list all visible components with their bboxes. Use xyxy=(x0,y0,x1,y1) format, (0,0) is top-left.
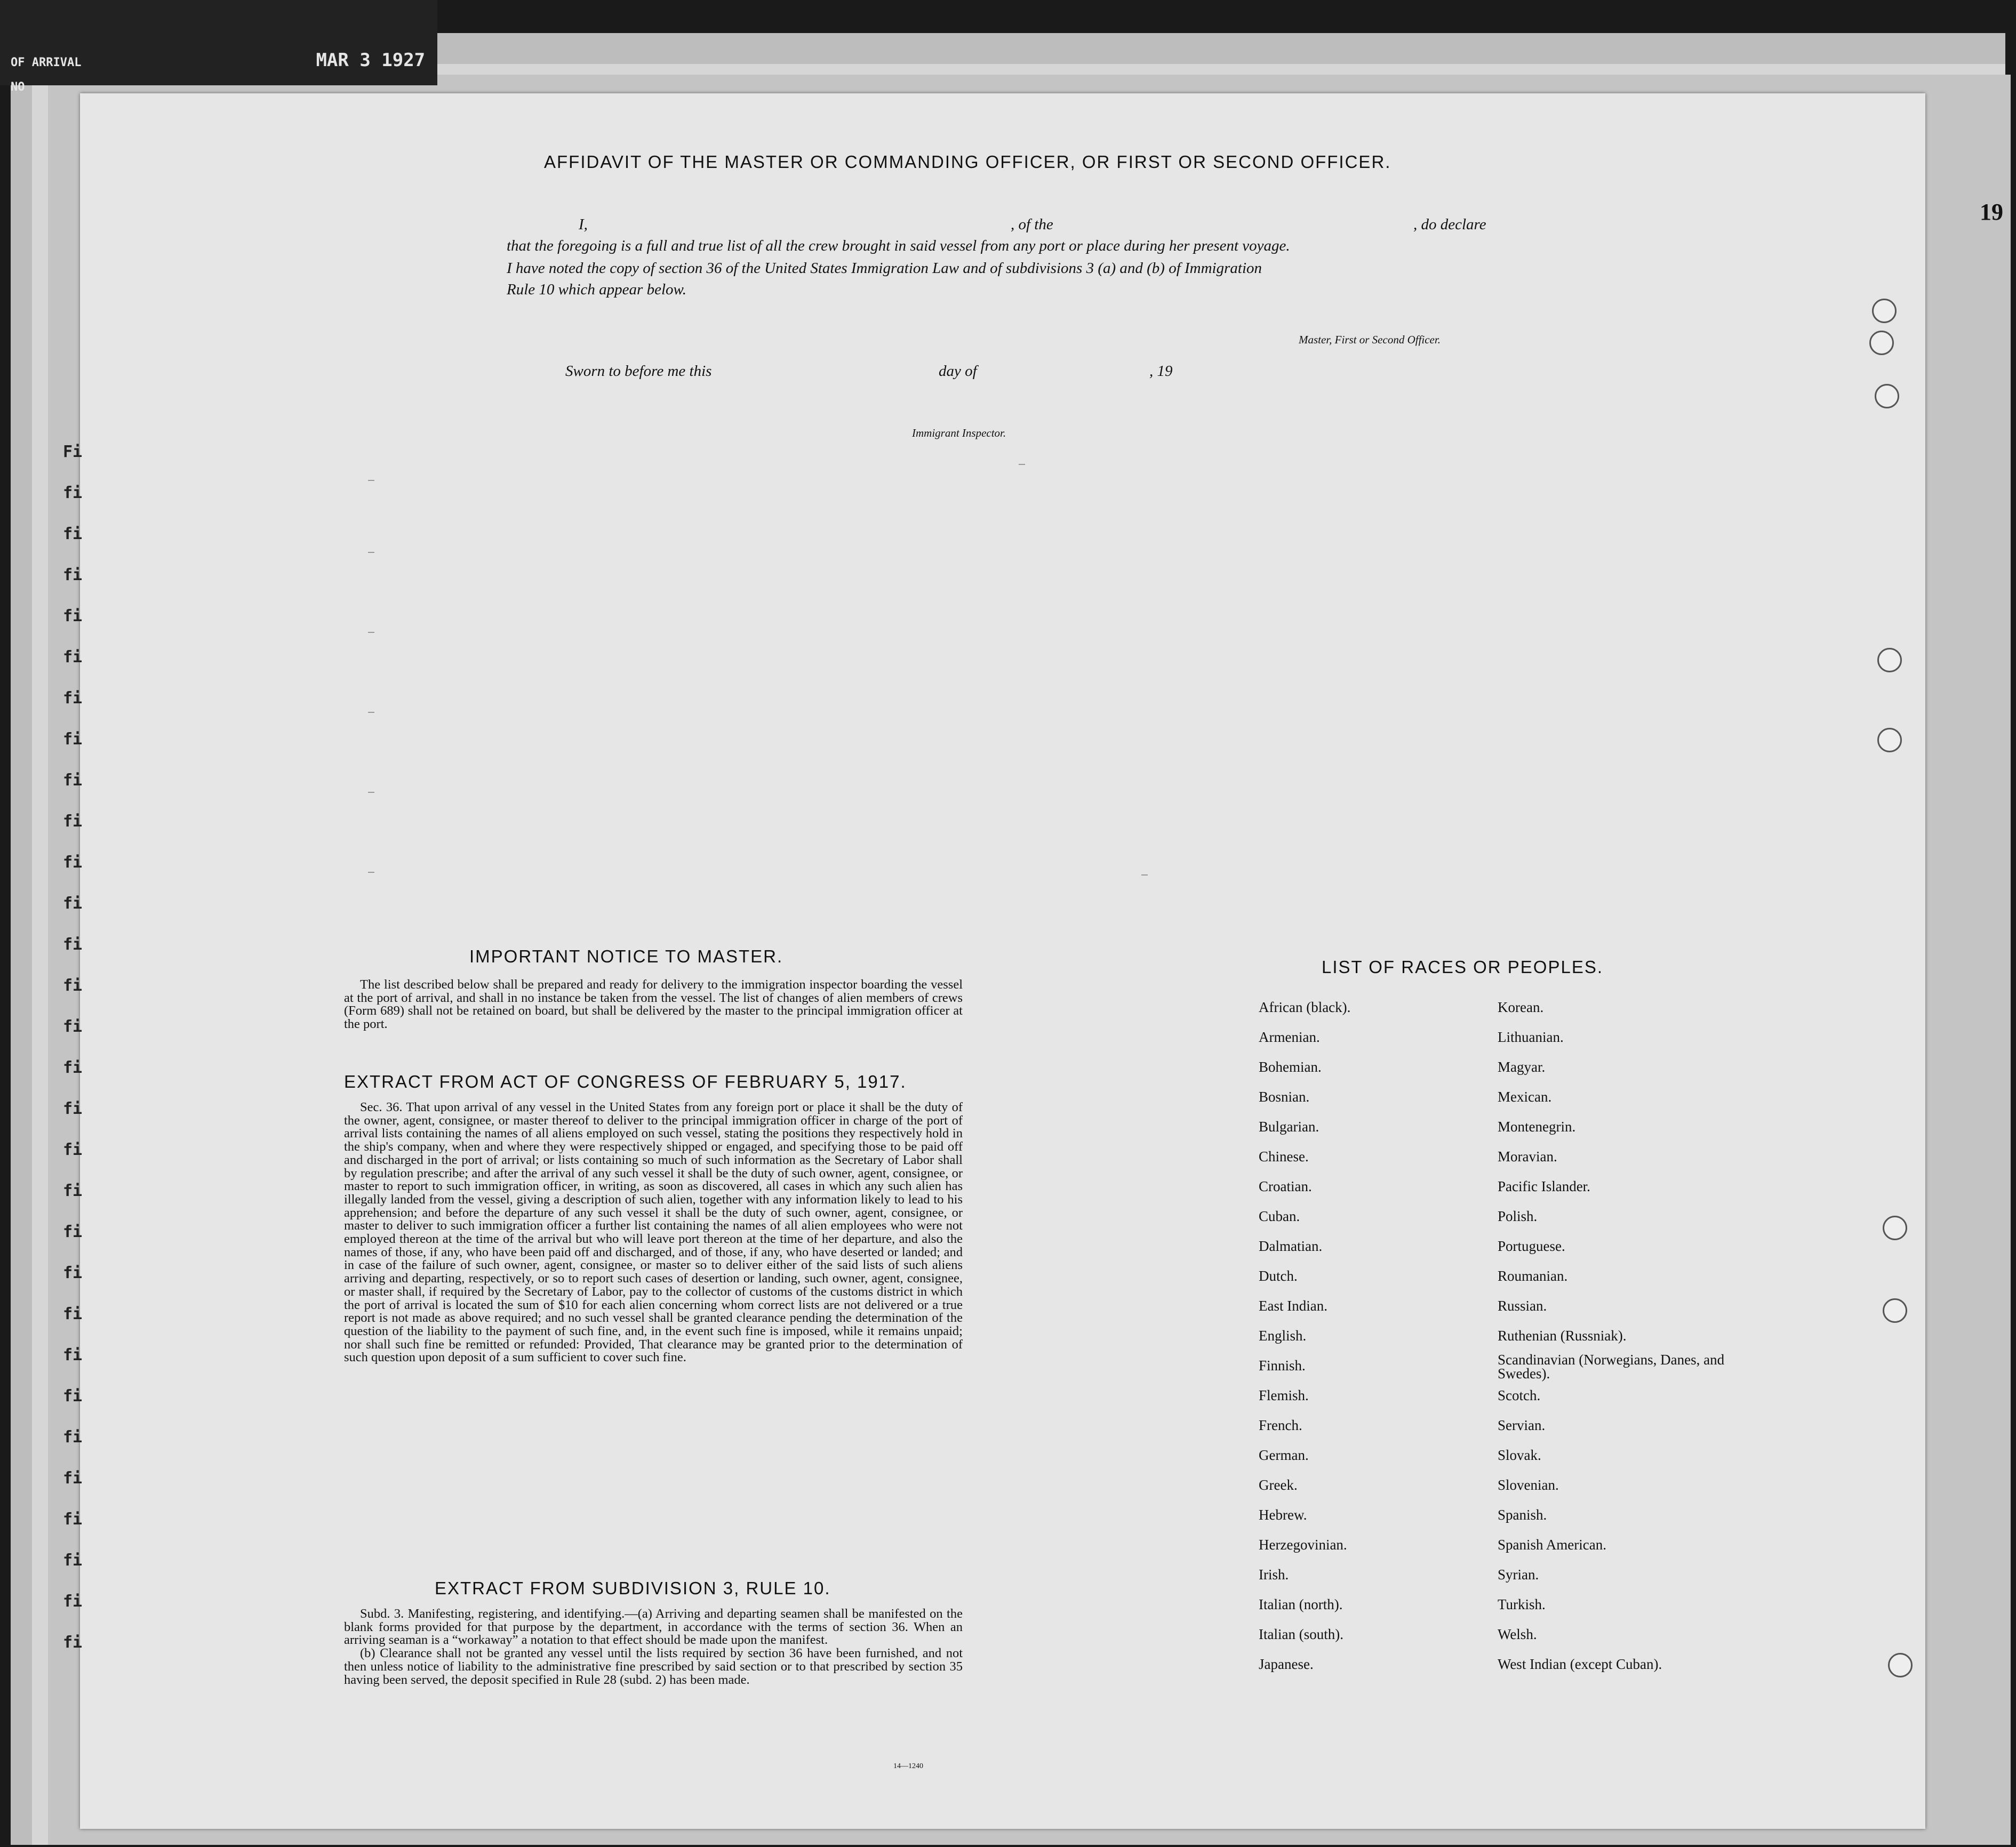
race-item: German. xyxy=(1259,1447,1309,1463)
race-item: Korean. xyxy=(1498,999,1544,1015)
margin-mark: fi xyxy=(63,1428,83,1447)
notice-title: IMPORTANT NOTICE TO MASTER. xyxy=(469,946,783,966)
race-item: Mexican. xyxy=(1498,1089,1552,1105)
margin-mark: Fi xyxy=(63,443,83,461)
rule-extract-title: EXTRACT FROM SUBDIVISION 3, RULE 10. xyxy=(435,1578,831,1598)
margin-mark: fi xyxy=(63,1099,83,1118)
margin-mark: fi xyxy=(63,1264,83,1282)
margin-mark: fi xyxy=(63,1182,83,1200)
margin-mark: fi xyxy=(63,1592,83,1611)
race-item: Slovak. xyxy=(1498,1447,1541,1463)
race-item: African (black). xyxy=(1259,999,1351,1015)
race-item: Irish. xyxy=(1259,1567,1289,1583)
margin-mark: fi xyxy=(63,976,83,995)
page-number: 19 xyxy=(1980,199,2003,225)
race-item: Bohemian. xyxy=(1259,1059,1322,1075)
dash-mark xyxy=(368,480,374,481)
race-item: English. xyxy=(1259,1328,1307,1344)
margin-mark: fi xyxy=(63,1223,83,1241)
race-item: Greek. xyxy=(1259,1477,1298,1493)
race-item: East Indian. xyxy=(1259,1298,1327,1314)
inspector-label: Immigrant Inspector. xyxy=(912,427,1006,439)
stamp-line2: NO xyxy=(11,81,25,94)
race-item: Portuguese. xyxy=(1498,1238,1565,1254)
hole xyxy=(1883,1298,1907,1323)
day-of-label: day of xyxy=(939,363,977,380)
year-label: , 19 xyxy=(1149,363,1173,380)
hole xyxy=(1869,331,1894,355)
race-item: Finnish. xyxy=(1259,1358,1306,1374)
race-item: Russian. xyxy=(1498,1298,1547,1314)
hole xyxy=(1877,648,1902,672)
race-item: Chinese. xyxy=(1259,1149,1309,1165)
race-item: Armenian. xyxy=(1259,1029,1320,1045)
race-item: Hebrew. xyxy=(1259,1507,1307,1523)
margin-mark: fi xyxy=(63,484,83,502)
race-item: West Indian (except Cuban). xyxy=(1498,1656,1662,1672)
race-item: Spanish American. xyxy=(1498,1537,1606,1553)
race-item: Herzegovinian. xyxy=(1259,1537,1347,1553)
race-item: Roumanian. xyxy=(1498,1268,1568,1284)
race-item: Cuban. xyxy=(1259,1208,1300,1224)
rule-extract-text xyxy=(344,1608,963,1687)
dash-mark xyxy=(368,632,374,633)
race-item: Spanish. xyxy=(1498,1507,1547,1523)
dash-mark xyxy=(368,712,374,713)
races-title: LIST OF RACES OR PEOPLES. xyxy=(1322,957,1604,977)
affidavit-line3: I have noted the copy of section 36 of the United States Immigration Law and of subdivisions 3 (a) and (b) of Immigration xyxy=(507,260,1262,277)
dash-mark xyxy=(368,792,374,793)
stamp-line1: OF ARRIVAL xyxy=(11,56,82,69)
dash-mark xyxy=(1019,464,1025,465)
margin-mark: fi xyxy=(63,1633,83,1652)
margin-mark: fi xyxy=(63,1551,83,1570)
margin-mark: fi xyxy=(63,730,83,749)
margin-mark: fi xyxy=(63,689,83,708)
race-item: Syrian. xyxy=(1498,1567,1539,1583)
margin-mark: fi xyxy=(63,525,83,543)
margin-mark: fi xyxy=(63,566,83,584)
margin-mark: fi xyxy=(63,771,83,790)
race-item: Lithuanian. xyxy=(1498,1029,1564,1045)
margin-mark: fi xyxy=(63,1387,83,1406)
margin-mark: fi xyxy=(63,935,83,954)
margin-mark: fi xyxy=(63,853,83,872)
dash-mark xyxy=(1141,874,1148,876)
margin-mark: fi xyxy=(63,607,83,625)
race-item: Scotch. xyxy=(1498,1387,1541,1403)
dash-mark xyxy=(368,872,374,873)
race-item: Moravian. xyxy=(1498,1149,1557,1165)
race-item: Turkish. xyxy=(1498,1596,1546,1612)
race-item: Bulgarian. xyxy=(1259,1119,1319,1135)
hole xyxy=(1877,728,1902,752)
affidavit-line4: Rule 10 which appear below. xyxy=(507,281,686,298)
form-number: 14—1240 xyxy=(893,1762,923,1770)
affidavit-of-the: , of the xyxy=(1011,216,1053,233)
races-left-column xyxy=(1259,1000,1350,1687)
affidavit-i: I, xyxy=(579,216,588,233)
margin-mark: fi xyxy=(63,812,83,831)
race-item: Ruthenian (Russniak). xyxy=(1498,1328,1627,1344)
margin-mark: fi xyxy=(63,1141,83,1159)
notice-paragraph: The list described below shall be prepared and ready for delivery to the immigration inspector boarding the vessel at the port of arrival, and shall in no instance be taken from the vessel. The list of changes of alien members of crews (Form 689) shall not be retained on board, but shall be delivered by the master to the principal immigration officer at the port. xyxy=(344,977,963,1032)
act-paragraph: Sec. 36. That upon arrival of any vessel in the United States from any foreign port or place it shall be the duty of the owner, agent, consignee, or master thereof to deliver to the principal immigration officer in charge of the port of arrival lists containing the names of all aliens employed on such vessel, stating the positions they respectively hold in the ship's company, when and where they were respectively shipped or engaged, and specifying those to be paid off and discharged in the port of arrival; or lists containing so much of such information as the Secretary of Labor shall by regulation prescribe; and after the arrival of any such vessel it shall be the duty of such owner, agent, consignee, or master to report to such immigration officer, in writing, as soon as discovered, all cases in which any such alien has illegally landed from the vessel, giving a description of such alien, together with any information likely to lead to his apprehension; and before the departure of any such vessel it shall be the duty of such owner, agent, consignee, or master to deliver to such immigration officer a further list containing the names of all alien employees who were not employed thereon at the time of the arrival but who will leave port thereon at the time of her departure, and also the names of those, if any, who have been paid off and discharged, and of those, if any, who have deserted or landed; and in case of the failure of such owner, agent, consignee, or master so to deliver either of the said lists of such aliens arriving and departing, respectively, or so to report such cases of desertion or landing, such owner, agent, consignee, or master shall, if required by the Secretary of Labor, pay to the collector of customs of the customs district in which the port of arrival is located the sum of $10 for each alien concerning whom correct lists are not delivered or a true report is not made as above required; and no such vessel shall be granted clearance pending the determination of the question of the liability to the payment of such fine, and, in the event such fine is imposed, while it remains unpaid; nor shall such fine be remitted or refunded: Provided, That clearance may be granted prior to the determination of such question upon deposit of a sum sufficient to cover such fine. xyxy=(344,1100,963,1365)
margin-mark: fi xyxy=(63,1305,83,1323)
affidavit-title: AFFIDAVIT OF THE MASTER OR COMMANDING OFFICER, OR FIRST OR SECOND OFFICER. xyxy=(544,152,1391,172)
margin-mark: fi xyxy=(63,1346,83,1364)
race-item: Italian (north). xyxy=(1259,1596,1343,1612)
race-item: Flemish. xyxy=(1259,1387,1309,1403)
race-item: Polish. xyxy=(1498,1208,1538,1224)
act-extract-title: EXTRACT FROM ACT OF CONGRESS OF FEBRUARY 5, 1917. xyxy=(344,1072,907,1091)
race-item: Magyar. xyxy=(1498,1059,1546,1075)
race-item: Pacific Islander. xyxy=(1498,1178,1590,1194)
act-extract-text xyxy=(344,1101,963,1364)
hole xyxy=(1875,384,1899,408)
stamp-date: MAR 3 1927 xyxy=(316,50,426,71)
affidavit-declare: , do declare xyxy=(1413,216,1486,233)
race-item: Dalmatian. xyxy=(1259,1238,1323,1254)
hole xyxy=(1888,1653,1913,1677)
race-item: Dutch. xyxy=(1259,1268,1298,1284)
hole xyxy=(1872,299,1897,323)
rule-paragraph-a: Subd. 3. Manifesting, registering, and identifying.—(a) Arriving and departing seamen shall be manifested on the blank forms provided for that purpose by the department, in accordance with the terms of section 36. When an arriving seaman is a “workaway” a notation to that effect should be made upon the manifest. xyxy=(344,1607,963,1648)
arrival-stamp xyxy=(11,48,425,100)
margin-mark: fi xyxy=(63,1510,83,1529)
race-item: Montenegrin. xyxy=(1498,1119,1576,1135)
hole xyxy=(1883,1216,1907,1240)
race-item: Croatian. xyxy=(1259,1178,1312,1194)
margin-mark: fi xyxy=(63,1469,83,1488)
rule-paragraph-b: (b) Clearance shall not be granted any vessel until the lists required by section 36 have been furnished, and not then unless notice of liability to the administrative fine prescribed by said section or to that prescribed by section 35 having been served, the deposit specified in Rule 28 (subd. 2) has been made. xyxy=(344,1646,963,1687)
margin-mark: fi xyxy=(63,894,83,913)
notice-text xyxy=(344,978,963,1031)
sworn-label: Sworn to before me this xyxy=(565,363,712,380)
race-item: Scandinavian (Norwegians, Danes, and Swedes). xyxy=(1498,1352,1725,1382)
race-item: Slovenian. xyxy=(1498,1477,1559,1493)
race-item: Servian. xyxy=(1498,1417,1546,1433)
race-item: Italian (south). xyxy=(1259,1626,1343,1642)
margin-mark: fi xyxy=(63,1058,83,1077)
race-item: Welsh. xyxy=(1498,1626,1537,1642)
margin-mark: fi xyxy=(63,1017,83,1036)
dash-mark xyxy=(368,552,374,553)
margin-mark: fi xyxy=(63,648,83,666)
signature-label: Master, First or Second Officer. xyxy=(1299,333,1441,346)
race-item: French. xyxy=(1259,1417,1302,1433)
race-item: Japanese. xyxy=(1259,1656,1314,1672)
affidavit-line2: that the foregoing is a full and true list of all the crew brought in said vessel from any port or place during her present voyage. xyxy=(507,237,1290,254)
race-item: Bosnian. xyxy=(1259,1089,1310,1105)
races-right-column xyxy=(1498,1000,1727,1687)
